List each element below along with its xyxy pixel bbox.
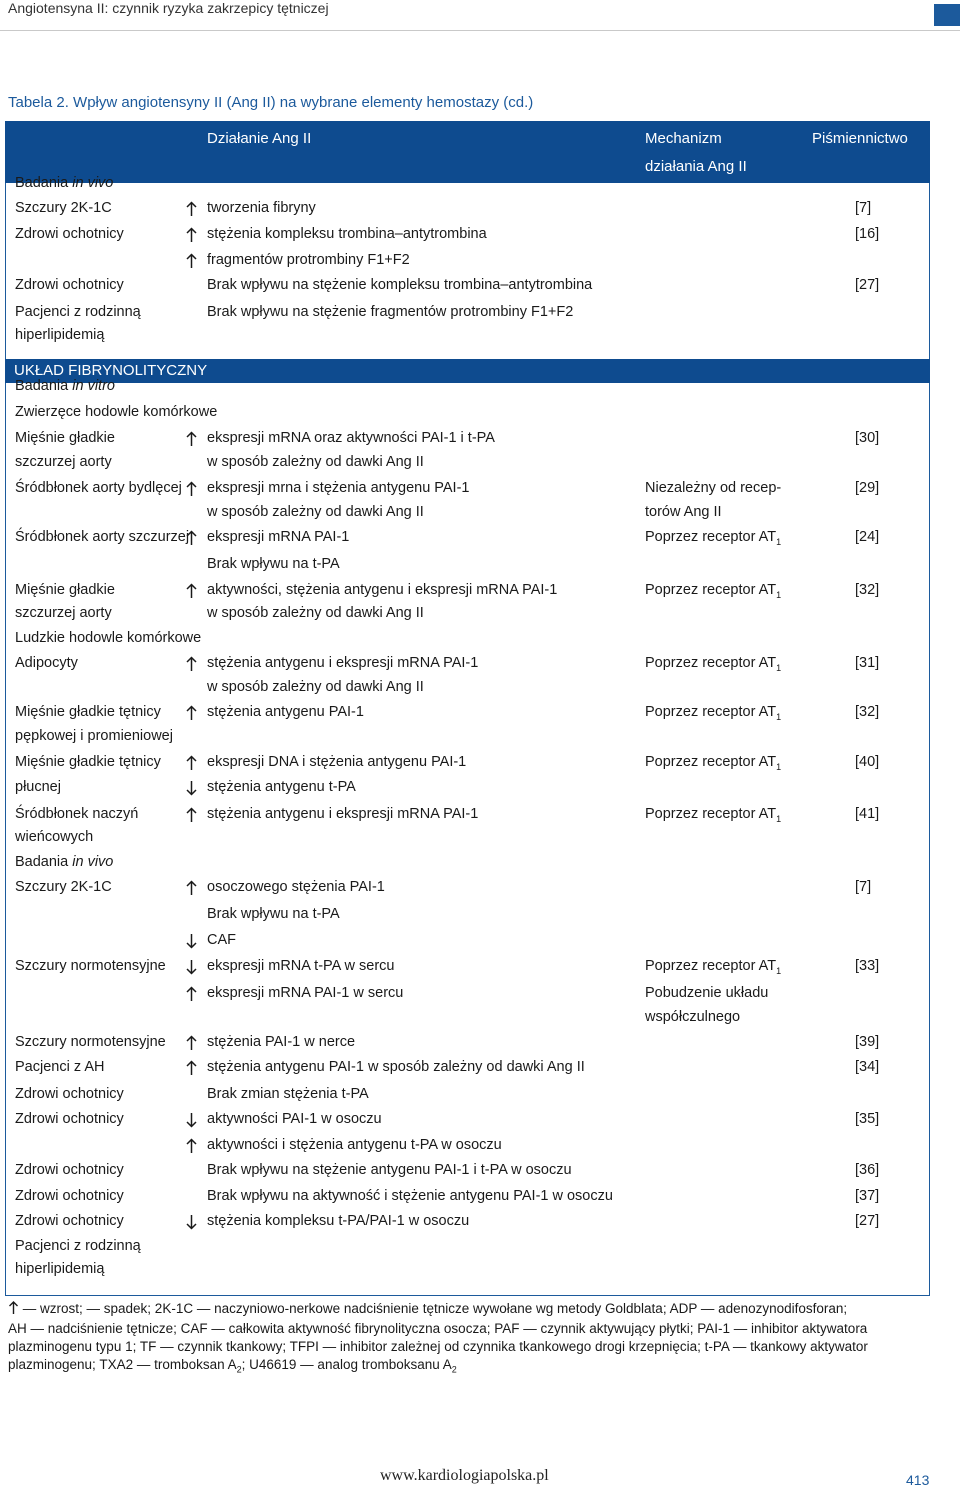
row-mechanism: [645, 582, 781, 600]
down-arrow-icon: [185, 1214, 200, 1231]
down-arrow-icon: [185, 1112, 200, 1129]
row-reference: [31]: [855, 655, 880, 671]
row-effect: w sposób zależny od dawki Ang II: [207, 605, 424, 621]
header-mechanism-line2: działania Ang II: [645, 158, 747, 175]
row-effect: aktywności i stężenia antygenu t-PA w osoczu: [207, 1137, 502, 1153]
row-mechanism: [645, 1009, 740, 1025]
row-subject: Pacjenci z rodzinną: [15, 1238, 141, 1254]
row-reference: [35]: [855, 1111, 880, 1127]
row-effect: Brak zmian stężenia t-PA: [207, 1086, 369, 1102]
row-effect: Brak wpływu na aktywność i stężenie antygenu PAI-1 w osoczu: [207, 1188, 613, 1204]
row-mechanism-subscript: 1: [776, 711, 782, 722]
row-mechanism-text: Niezależny od recep-: [645, 480, 782, 496]
row-subject: hiperlipidemią: [15, 1261, 105, 1277]
row-reference: [32]: [855, 704, 880, 720]
row-mechanism-text: Poprzez receptor AT: [645, 529, 777, 545]
row-effect: fragmentów protrombiny F1+F2: [207, 252, 410, 268]
footnote-line-4: plazminogenu; TXA2 — tromboksan A: [8, 1357, 237, 1372]
up-arrow-icon: [185, 656, 200, 673]
row-subject: Badania in vitro: [15, 378, 115, 394]
row-mechanism-text: torów Ang II: [645, 504, 722, 520]
row-reference: [16]: [855, 226, 880, 242]
footnote-line-1: — wzrost; — spadek; 2K-1C — naczyniowo-nerkowe nadciśnienie tętnicze wywołane wg metody Goldblata; ADP — adenozynodifosforan;: [22, 1301, 848, 1316]
row-effect: Brak wpływu na t-PA: [207, 556, 340, 572]
row-effect: stężenia antygenu i ekspresji mRNA PAI-1: [207, 655, 479, 671]
row-mechanism: [645, 655, 781, 673]
row-subject: Adipocyty: [15, 655, 78, 671]
row-subject: Śródbłonek aorty bydlęcej: [15, 480, 182, 496]
row-subject: Zdrowi ochotnicy: [15, 1162, 124, 1178]
up-arrow-icon: [185, 880, 200, 897]
up-arrow-icon: [185, 253, 200, 270]
corner-color-block: [934, 4, 960, 26]
row-mechanism-text: Pobudzenie układu: [645, 985, 769, 1001]
row-mechanism-text: Poprzez receptor AT: [645, 582, 777, 598]
row-mechanism-subscript: 1: [776, 589, 782, 600]
up-arrow-icon: [185, 1035, 200, 1052]
row-subject: Zwierzęce hodowle komórkowe: [15, 404, 218, 420]
row-reference: [34]: [855, 1059, 880, 1075]
row-reference: [27]: [855, 277, 880, 293]
row-mechanism-text: Poprzez receptor AT: [645, 958, 777, 974]
row-subject: Ludzkie hodowle komórkowe: [15, 630, 202, 646]
row-effect: ekspresji mRNA t-PA w sercu: [207, 958, 395, 974]
up-arrow-icon: [185, 807, 200, 824]
row-subject: Szczury 2K-1C: [15, 879, 112, 895]
table-header: [5, 121, 930, 183]
row-effect: ekspresji mRNA PAI-1 w sercu: [207, 985, 404, 1001]
row-mechanism-subscript: 1: [776, 662, 782, 673]
row-effect: w sposób zależny od dawki Ang II: [207, 679, 424, 695]
section-band: [5, 359, 930, 383]
row-mechanism: [645, 480, 781, 496]
row-subject: płucnej: [15, 779, 61, 795]
running-title: Angiotensyna II: czynnik ryzyka zakrzepicy tętniczej: [8, 0, 329, 16]
row-effect: ekspresji mRNA PAI-1: [207, 529, 350, 545]
row-subject: szczurzej aorty: [15, 454, 112, 470]
row-subject: Zdrowi ochotnicy: [15, 1111, 124, 1127]
row-mechanism-subscript: 1: [776, 536, 782, 547]
up-arrow-icon: [8, 1301, 19, 1320]
row-subject: Pacjenci z AH: [15, 1059, 105, 1075]
up-arrow-icon: [185, 755, 200, 772]
row-subject: Zdrowi ochotnicy: [15, 1213, 124, 1229]
website-url[interactable]: www.kardiologiapolska.pl: [380, 1467, 549, 1484]
row-subject: Pacjenci z rodzinną: [15, 304, 141, 320]
row-mechanism: [645, 529, 781, 547]
row-mechanism: [645, 704, 781, 722]
up-arrow-icon: [185, 1138, 200, 1155]
row-subject: Badania in vivo: [15, 854, 114, 870]
footnote-line-3: plazminogenu typu 1; TF — czynnik tkankowy; TFPI — inhibitor zależnej od czynnika tkankowego drogi krzepnięcia; t-PA — tkankowy aktywator: [8, 1339, 868, 1354]
row-reference: [27]: [855, 1213, 880, 1229]
row-effect: stężenia kompleksu trombina–antytrombina: [207, 226, 487, 242]
row-subject: Szczury normotensyjne: [15, 958, 166, 974]
row-mechanism-subscript: 1: [776, 965, 782, 976]
footnote-line-4-mid: ; U46619 — analog tromboksanu A: [241, 1357, 452, 1372]
row-reference: [32]: [855, 582, 880, 598]
row-reference: [7]: [855, 200, 872, 216]
down-arrow-icon: [185, 780, 200, 797]
row-effect: ekspresji DNA i stężenia antygenu PAI-1: [207, 754, 467, 770]
row-subject: Mięśnie gładkie tętnicy: [15, 754, 161, 770]
row-subject: Szczury 2K-1C: [15, 200, 112, 216]
row-reference: [36]: [855, 1162, 880, 1178]
up-arrow-icon: [185, 705, 200, 722]
row-mechanism: [645, 504, 722, 520]
row-effect: w sposób zależny od dawki Ang II: [207, 504, 424, 520]
row-mechanism-text: Poprzez receptor AT: [645, 704, 777, 720]
section-title: UKŁAD FIBRYNOLITYCZNY: [14, 362, 208, 379]
row-effect: Brak wpływu na stężenie fragmentów protrombiny F1+F2: [207, 304, 574, 320]
up-arrow-icon: [185, 986, 200, 1003]
row-mechanism-text: Poprzez receptor AT: [645, 806, 777, 822]
row-mechanism: [645, 806, 781, 824]
row-subject: Szczury normotensyjne: [15, 1034, 166, 1050]
header-rule: [0, 30, 960, 31]
row-effect: stężenia antygenu t-PA: [207, 779, 356, 795]
header-references: Piśmiennictwo: [812, 130, 908, 147]
row-reference: [37]: [855, 1188, 880, 1204]
row-effect: ekspresji mRNA oraz aktywności PAI-1 i t-PA: [207, 430, 495, 446]
header-mechanism-line1: Mechanizm: [645, 130, 722, 147]
up-arrow-icon: [185, 227, 200, 244]
row-subject: Zdrowi ochotnicy: [15, 226, 124, 242]
table-footnote: [8, 1300, 928, 1379]
row-effect: stężenia antygenu PAI-1: [207, 704, 364, 720]
row-reference: [30]: [855, 430, 880, 446]
row-effect: Brak wpływu na stężenie antygenu PAI-1 i t-PA w osoczu: [207, 1162, 572, 1178]
row-subject: szczurzej aorty: [15, 605, 112, 621]
row-reference: [41]: [855, 806, 880, 822]
row-effect: stężenia antygenu PAI-1 w sposób zależny od dawki Ang II: [207, 1059, 585, 1075]
up-arrow-icon: [185, 431, 200, 448]
row-mechanism-text: Poprzez receptor AT: [645, 655, 777, 671]
row-subject: Mięśnie gładkie tętnicy: [15, 704, 161, 720]
table-caption: Tabela 2. Wpływ angiotensyny II (Ang II) na wybrane elementy hemostazy (cd.): [8, 94, 534, 111]
up-arrow-icon: [185, 201, 200, 218]
row-effect: Brak wpływu na t-PA: [207, 906, 340, 922]
row-subject: Śródbłonek aorty szczurzej: [15, 529, 190, 545]
row-effect: stężenia antygenu i ekspresji mRNA PAI-1: [207, 806, 479, 822]
up-arrow-icon: [185, 530, 200, 547]
row-mechanism-text: współczulnego: [645, 1009, 741, 1025]
up-arrow-icon: [185, 583, 200, 600]
row-subject: Śródbłonek naczyń: [15, 806, 139, 822]
down-arrow-icon: [185, 933, 200, 950]
row-effect: stężenia kompleksu t-PA/PAI-1 w osoczu: [207, 1213, 470, 1229]
row-mechanism-subscript: 1: [776, 813, 782, 824]
up-arrow-icon: [185, 481, 200, 498]
row-effect: osoczowego stężenia PAI-1: [207, 879, 385, 895]
footnote-line-2: AH — nadciśnienie tętnicze; CAF — całkowita aktywność fibrynolityczna osocza; PAF — czynnik aktywujący płytki; PAI-1 — inhibitor aktywatora: [8, 1321, 868, 1336]
down-arrow-icon: [185, 959, 200, 976]
row-subject: wieńcowych: [15, 829, 94, 845]
row-reference: [24]: [855, 529, 880, 545]
row-reference: [33]: [855, 958, 880, 974]
row-subject: Mięśnie gładkie: [15, 430, 115, 446]
row-mechanism: [645, 985, 768, 1001]
row-effect: tworzenia fibryny: [207, 200, 316, 216]
row-subject: Mięśnie gładkie: [15, 582, 115, 598]
footnote-subscript-2: 2: [451, 1364, 457, 1375]
row-effect: ekspresji mrna i stężenia antygenu PAI-1: [207, 480, 470, 496]
header-effect: Działanie Ang II: [207, 130, 312, 147]
row-subject: Zdrowi ochotnicy: [15, 1188, 124, 1204]
row-effect: stężenia PAI-1 w nerce: [207, 1034, 356, 1050]
row-subject: Zdrowi ochotnicy: [15, 277, 124, 293]
row-effect: w sposób zależny od dawki Ang II: [207, 454, 424, 470]
row-reference: [7]: [855, 879, 872, 895]
row-subject: pępkowej i promieniowej: [15, 728, 173, 744]
page-number: 413: [906, 1472, 930, 1488]
row-subject: hiperlipidemią: [15, 327, 105, 343]
up-arrow-icon: [185, 1060, 200, 1077]
row-effect: aktywności PAI-1 w osoczu: [207, 1111, 382, 1127]
footnote-subscript-1: 2: [236, 1364, 242, 1375]
row-mechanism-subscript: 1: [776, 761, 782, 772]
row-effect: Brak wpływu na stężenie kompleksu trombina–antytrombina: [207, 277, 593, 293]
row-effect: CAF: [207, 932, 236, 948]
row-mechanism: [645, 754, 781, 772]
row-reference: [29]: [855, 480, 880, 496]
row-mechanism: [645, 958, 781, 976]
row-reference: [40]: [855, 754, 880, 770]
row-mechanism-text: Poprzez receptor AT: [645, 754, 777, 770]
row-subject: Badania in vivo: [15, 175, 114, 191]
row-reference: [39]: [855, 1034, 880, 1050]
row-subject: Zdrowi ochotnicy: [15, 1086, 124, 1102]
row-effect: aktywności, stężenia antygenu i ekspresji mRNA PAI-1: [207, 582, 558, 598]
